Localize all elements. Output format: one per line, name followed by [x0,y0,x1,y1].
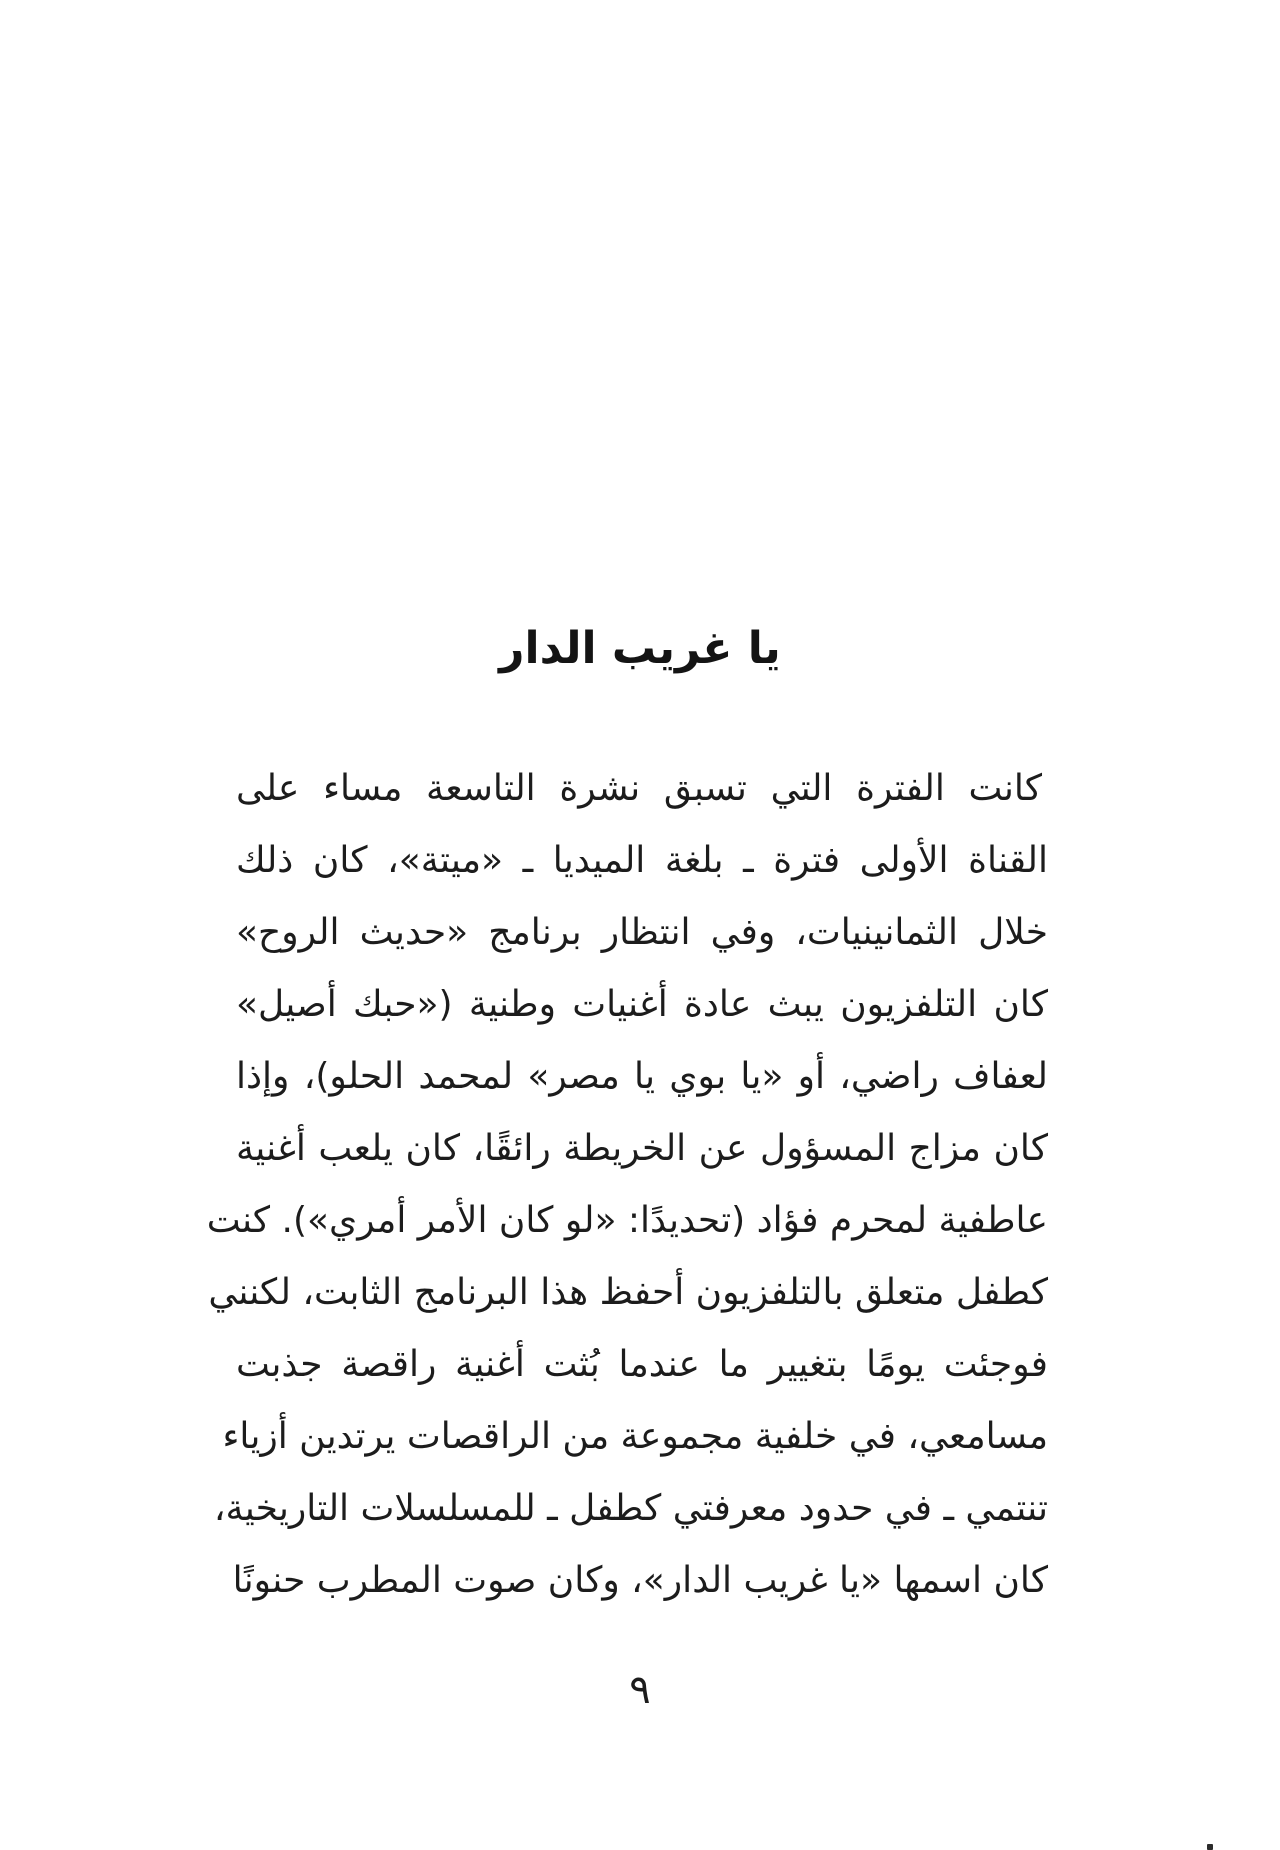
body-line: القناة الأولى فترة ـ بلغة الميديا ـ «ميتة»، كان ذلك [236,840,1048,881]
body-line: عاطفية لمحرم فؤاد (تحديدًا: «لو كان الأمر أمري»). كنت [206,1200,1048,1241]
body-line: كانت الفترة التي تسبق نشرة التاسعة مساء على [236,768,1042,809]
chapter-title: يا غريب الدار [499,623,781,674]
body-line: مسامعي، في خلفية مجموعة من الراقصات يرتدين أزياء [222,1416,1048,1457]
page-number: ٩ [629,1667,651,1713]
body-line: فوجئت يومًا بتغيير ما عندما بُثت أغنية راقصة جذبت [236,1344,1048,1385]
body-paragraph [206,753,1048,1617]
body-line: كان اسمها «يا غريب الدار»، وكان صوت المطرب حنونًا [232,1560,1048,1601]
scan-artifact-speck [1207,1844,1213,1850]
body-line: كان التلفزيون يبث عادة أغنيات وطنية («حبك أصيل» [236,984,1048,1025]
body-line: كطفل متعلق بالتلفزيون أحفظ هذا البرنامج الثابت، لكنني [208,1272,1048,1313]
body-line: خلال الثمانينيات، وفي انتظار برنامج «حديث الروح» [236,912,1048,953]
body-line: لعفاف راضي، أو «يا بوي يا مصر» لمحمد الحلو)، وإذا [236,1056,1048,1097]
body-line: تنتمي ـ في حدود معرفتي كطفل ـ للمسلسلات التاريخية، [213,1488,1048,1529]
body-line: كان مزاج المسؤول عن الخريطة رائقًا، كان يلعب أغنية [236,1128,1048,1169]
